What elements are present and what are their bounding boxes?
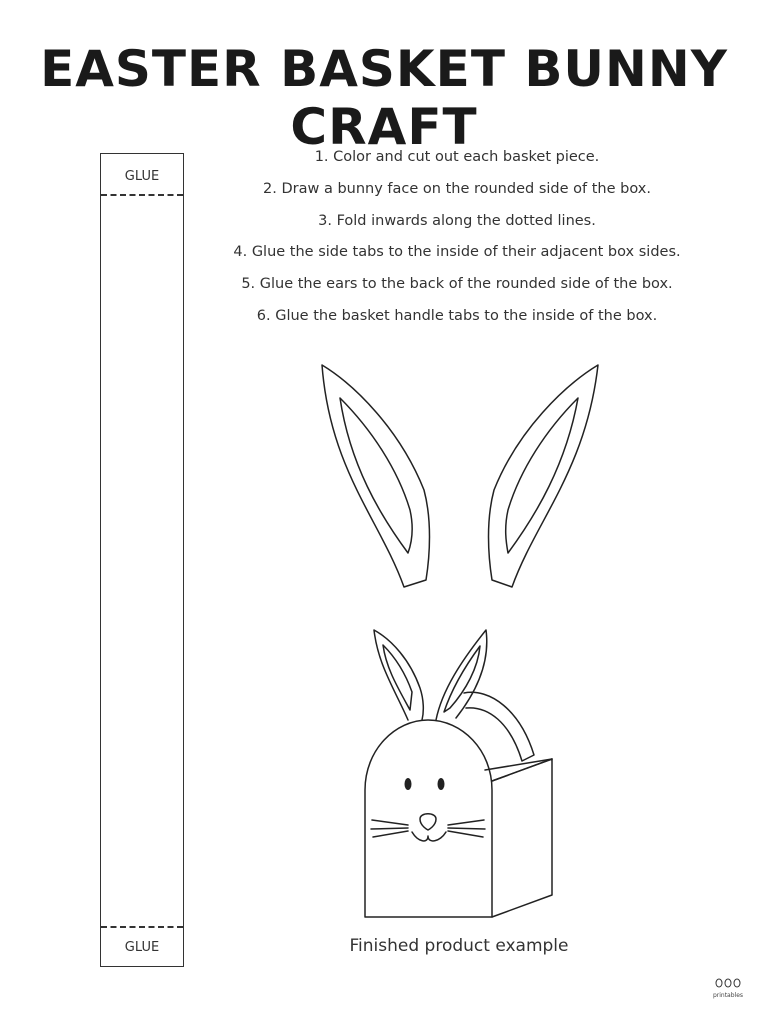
instruction-item: 3. Fold inwards along the dotted lines.	[318, 212, 596, 229]
right-ear-cutout	[489, 365, 599, 587]
instruction-item: 1. Color and cut out each basket piece.	[314, 149, 600, 165]
caption-finished-example: Finished product example	[349, 936, 569, 956]
bunny-logo-icon	[714, 976, 742, 988]
glue-label-bottom: GLUE	[124, 940, 160, 955]
instruction-item: 6. Glue the basket handle tabs to the inside of the box.	[256, 307, 658, 324]
printables-logo	[708, 973, 748, 999]
instruction-item: 2. Draw a bunny face on the rounded side of the box.	[263, 180, 651, 197]
page-title: EASTER BASKET BUNNY CRAFT	[40, 40, 728, 156]
finished-basket-example	[365, 630, 552, 917]
instruction-item: 5. Glue the ears to the back of the rounded side of the box.	[241, 276, 673, 293]
logo-text: printables	[712, 992, 744, 999]
glue-label-top: GLUE	[124, 169, 160, 184]
instruction-item: 4. Glue the side tabs to the inside of their adjacent box sides.	[233, 244, 681, 261]
left-ear-cutout	[322, 365, 430, 587]
